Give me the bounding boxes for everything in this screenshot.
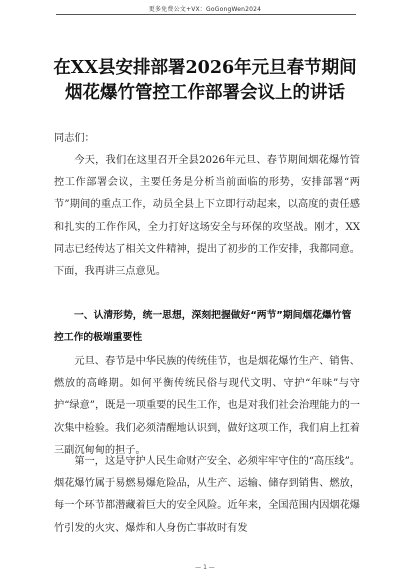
paragraph-point-1: 第一，这是守护人民生命财产安全、必须牢牢守住的“高压线”。烟花爆竹属于易燃易爆危险品，从生产、运输、储存到销售、燃放，每一个环节都潜藏着巨大的安全风险。近年来，全国范围内因烟花爆竹引发的火灾、爆炸和人身伤亡事故时有发 <box>54 456 360 534</box>
title-line-1: 在XX县安排部署2026年元旦春节期间 <box>53 58 357 78</box>
page-number: — 1 — <box>195 564 215 571</box>
title-line-2: 烟花爆竹管控工作部署会议上的讲话 <box>65 83 345 103</box>
document-title <box>40 56 370 106</box>
salutation: 同志们： <box>54 133 95 144</box>
header-divider <box>56 14 356 15</box>
paragraph-context: 元旦、春节是中华民族的传统佳节，也是烟花爆竹生产、销售、燃放的高峰期。如何平衡传统民俗与现代文明、守护“年味”与守护“绿意”，既是一项重要的民生工作，也是对我们社会治理能力的一次集中检验。我们必须清醒地认识到，做好这项工作，我们肩上扛着三副沉甸甸的担子。 <box>54 356 360 456</box>
paragraph-intro: 今天，我们在这里召开全县2026年元旦、春节期间烟花爆竹管控工作部署会议，主要任务是分析当前面临的形势，安排部署“两节”期间的重点工作，动员全县上下立即行动起来，以高度的责任感和扎实的工作作风，全力打好这场安全与环保的攻坚战。刚才，XX同志已经传达了相关文件精神，提出了初步的工作安排，我都同意。下面，我再讲三点意见。 <box>54 155 360 278</box>
section-heading-1: 一、认清形势，统一思想，深刻把握做好“两节”期间烟花爆竹管控工作的极端重要性 <box>54 310 352 344</box>
header-note: 更多免费公文+VX：GoGongWen2024 <box>148 6 262 13</box>
